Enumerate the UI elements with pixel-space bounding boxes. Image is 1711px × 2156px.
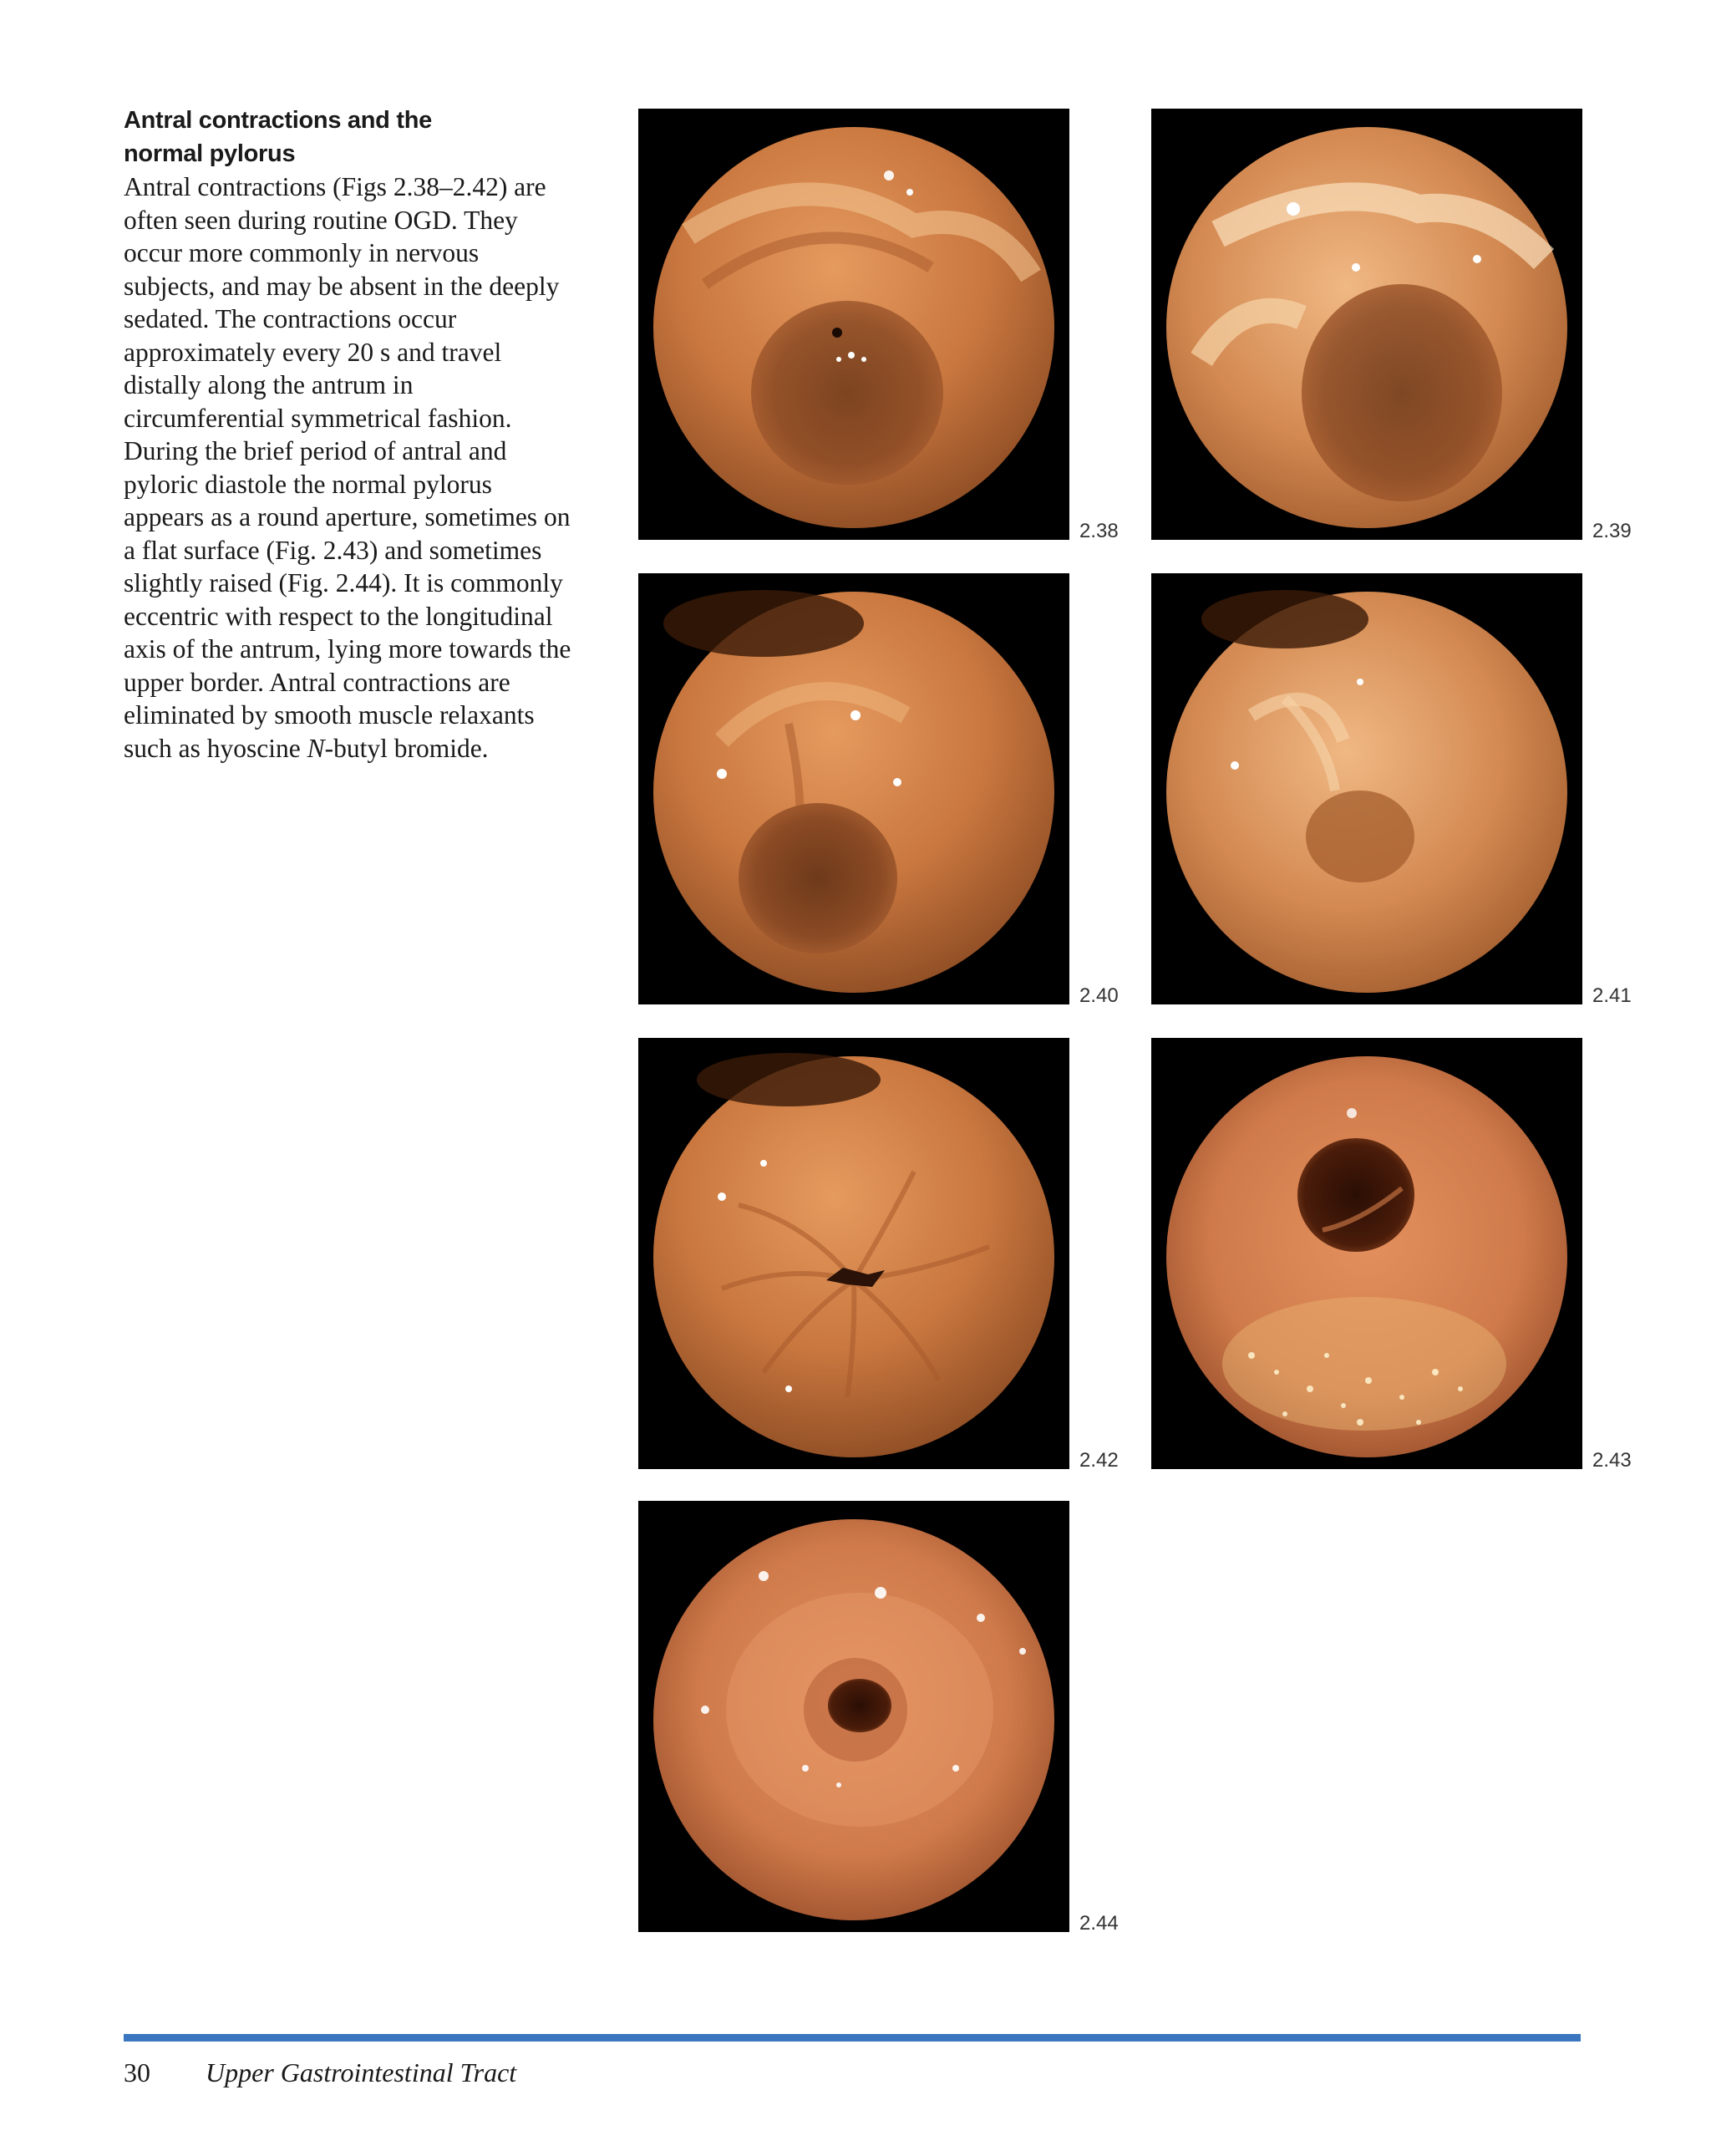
figure-2-44-photo: [638, 1501, 1069, 1932]
figure-2-43-photo: [1151, 1038, 1582, 1469]
figure-label: 2.44: [1079, 1912, 1119, 1935]
footer-rule: [124, 2034, 1581, 2042]
paragraph-text-end: -butyl bromide.: [324, 733, 489, 763]
text-column: [124, 104, 575, 765]
figure-2-38-photo: [638, 109, 1069, 540]
heading-line-2: normal pylorus: [124, 140, 296, 167]
figure-label: 2.38: [1079, 520, 1119, 542]
heading-line-1: Antral contractions and the: [124, 107, 432, 134]
figure-label: 2.41: [1592, 984, 1632, 1007]
paragraph-text: Antral contractions (Figs 2.38–2.42) are often seen during routine OGD. They occur more commonly in nervous subjects, and may be absent in the deeply sedated. The contractions occur approximately every 20 s and travel distally along the antrum in circumferential symmetrical fashion. During the brief period of antral and pyloric diastole the normal pylorus appears as a round aperture, sometimes on a flat surface (Fig. 2.43) and sometimes slightly raised (Fig. 2.44). It is commonly eccentric with respect to the longitudinal axis of the antrum, lying more towards the upper border. Antral contractions are eliminated by smooth muscle relaxants such as hyoscine: [124, 172, 571, 763]
body-paragraph: [124, 170, 575, 765]
figure-label: 2.43: [1592, 1449, 1632, 1472]
paragraph-italic-n: N: [307, 733, 325, 763]
running-title: Upper Gastrointestinal Tract: [206, 2057, 517, 2087]
page-footer: [124, 2056, 516, 2089]
page-number: 30: [124, 2057, 150, 2087]
figure-label: 2.42: [1079, 1449, 1119, 1472]
figure-label: 2.39: [1592, 520, 1632, 542]
section-heading: [124, 104, 575, 170]
figure-2-42-photo: [638, 1038, 1069, 1469]
figure-2-41-photo: [1151, 573, 1582, 1004]
figure-2-39-photo: [1151, 109, 1582, 540]
figure-label: 2.40: [1079, 984, 1119, 1007]
figure-2-40-photo: [638, 573, 1069, 1004]
